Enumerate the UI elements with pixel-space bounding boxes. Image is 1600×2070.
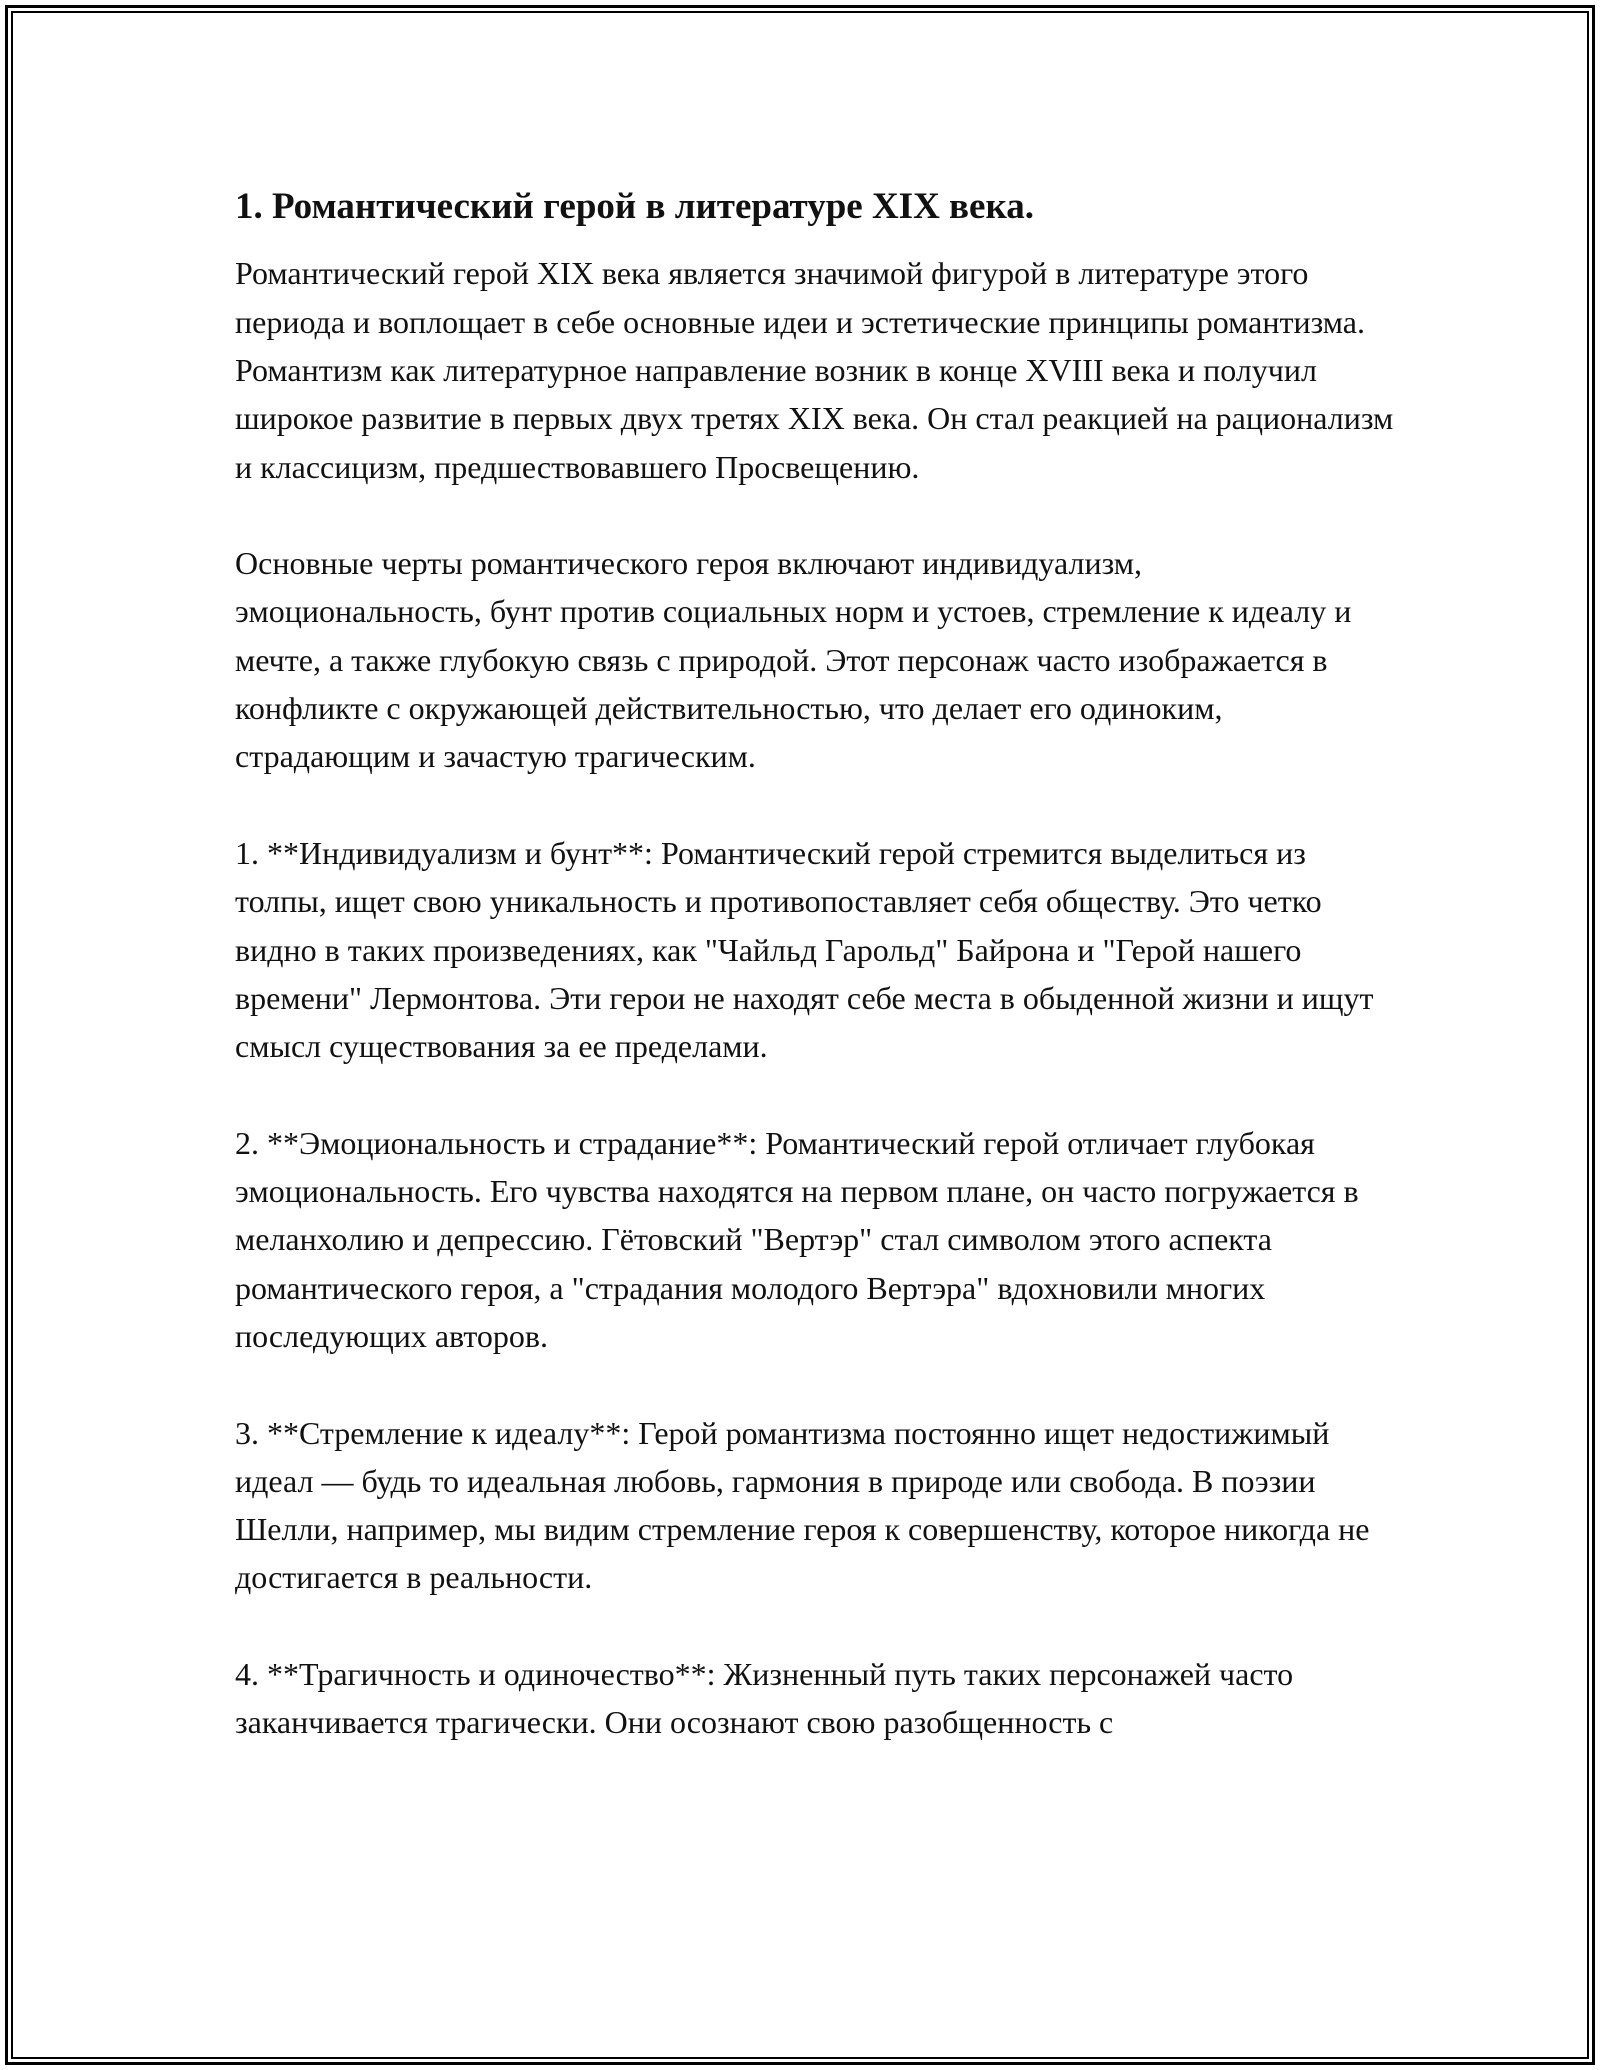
- paragraph-intro: Романтический герой XIX века является значимой фигурой в литературе этого периода и воплощает в себе основные идеи и эстетические принципы романтизма. Романтизм как литературное направление возник в конце XVIII века и получил широкое развитие в первых двух третях XIX века. Он стал реакцией на рационализм и классицизм, предшествовавшего Просвещению.: [235, 255, 1394, 485]
- paragraph-emotionality: 2. **Эмоциональность и страдание**: Романтический герой отличает глубокая эмоциональность. Его чувства находятся на первом плане, он часто погружается в меланхолию и депрессию. Гётовский "Вертэр" стал символом этого аспекта романтического героя, а "страдания молодого Вертэра" вдохновили многих последующих авторов.: [235, 1124, 1359, 1354]
- section-heading: 1. Романтический герой в литературе XIX века.: [235, 186, 1034, 227]
- document-body: [235, 185, 1395, 1795]
- paragraph-tragedy: 4. **Трагичность и одиночество**: Жизненный путь таких персонажей часто заканчивается трагически. Они осознают свою разобщенность с: [235, 1656, 1294, 1741]
- paragraph-ideal: 3. **Стремление к идеалу**: Герой романтизма постоянно ищет недостижимый идеал — будь то идеальная любовь, гармония в природе или свобода. В поэзии Шелли, например, мы видим стремление героя к совершенству, которое никогда не достигается в реальности.: [235, 1414, 1370, 1596]
- paragraph-individualism: 1. **Индивидуализм и бунт**: Романтический герой стремится выделиться из толпы, ищет свою уникальность и противопоставляет себя обществу. Это четко видно в таких произведениях, как "Чайльд Гарольд" Байрона и "Герой нашего времени" Лермонтова. Эти герои не находят себе места в обыденной жизни и ищут смысл существования за ее пределами.: [235, 834, 1374, 1065]
- paragraph-main-traits: Основные черты романтического героя включают индивидуализм, эмоциональность, бунт против социальных норм и устоев, стремление к идеалу и мечте, а также глубокую связь с природой. Этот персонаж часто изображается в конфликте с окружающей действительностью, что делает его одиноким, страдающим и зачастую трагическим.: [235, 545, 1352, 775]
